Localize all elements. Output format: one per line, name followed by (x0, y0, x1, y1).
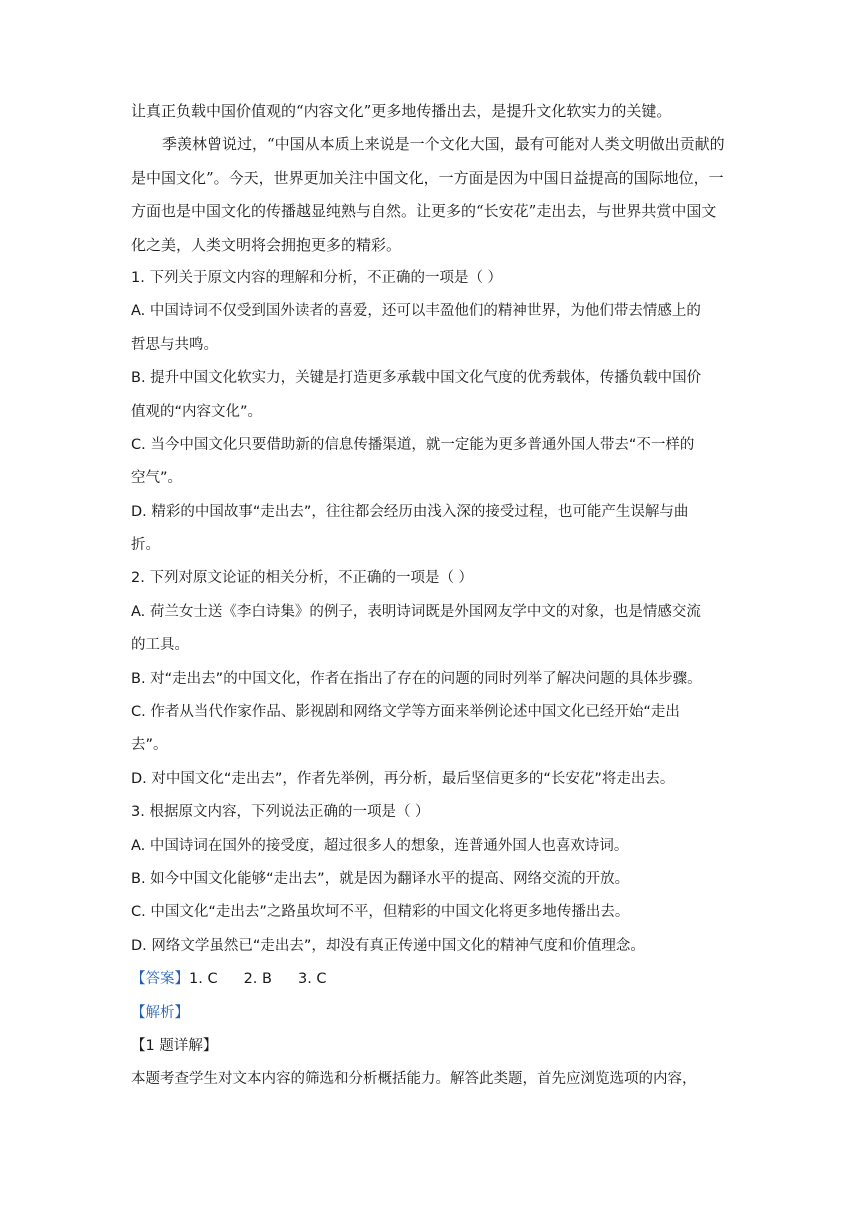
option-b: B. 如今中国文化能够“走出去”，就是因为翻译水平的提高、网络交流的开放。 (131, 870, 630, 887)
question-stem: 2. 下列对原文论证的相关分析，不正确的一项是（ ） (131, 570, 474, 587)
option-d: D. 精彩的中国故事“走出去”，往往都会经历由浅入深的接受过程，也可能产生误解与曲 (131, 503, 689, 520)
passage-line: 季羡林曾说过，“中国从本质上来说是一个文化大国，最有可能对人类文明做出贡献的 (162, 135, 725, 154)
analysis-q1-heading: 【1 题详解】 (131, 1037, 218, 1054)
option-d: D. 对中国文化“走出去”，作者先举例，再分析，最后坚信更多的“长安花”将走出去。 (131, 770, 675, 787)
passage-paragraph-1: 让真正负载中国价值观的“内容文化”更多地传播出去，是提升文化软实力的关键。 (131, 102, 672, 120)
option-c-cont: 空气”。 (131, 470, 183, 487)
question-stem: 3. 根据原文内容，下列说法正确的一项是（ ） (131, 804, 430, 821)
document-page (131, 101, 731, 1103)
option-a: A. 荷兰女士送《李白诗集》的例子，表明诗词既是外国网友学中文的对象，也是情感交流 (131, 603, 701, 620)
question-3 (131, 802, 731, 956)
option-a: A. 中国诗词在国外的接受度，超过很多人的想象，连普通外国人也喜欢诗词。 (131, 837, 629, 854)
option-b-cont: 值观的“内容文化”。 (131, 403, 263, 420)
answer-label: 【答案】 (131, 971, 189, 988)
option-c: C. 作者从当代作家作品、影视剧和网络文学等方面来举例论述中国文化已经开始“走出 (131, 704, 680, 721)
option-b: B. 提升中国文化软实力，关键是打造更多承载中国文化气度的优秀载体，传播负载中国价 (131, 370, 702, 387)
analysis-label: 【解析】 (131, 1004, 189, 1021)
analysis-q1-text: 本题考查学生对文本内容的筛选和分析概括能力。解答此类题，首先应浏览选项的内容， (131, 1071, 697, 1088)
answer-1: 1. C (189, 971, 218, 988)
option-c-cont: 去”。 (131, 737, 168, 754)
passage-paragraph-2 (131, 134, 731, 254)
option-b: B. 对“走出去”的中国文化，作者在指出了存在的问题的同时列举了解决问题的具体步骤。 (131, 670, 702, 687)
answer-2: 2. B (243, 971, 272, 988)
option-d: D. 网络文学虽然已“走出去”，却没有真正传递中国文化的精神气度和价值理念。 (131, 937, 645, 954)
passage-line: 方面也是中国文化的传播越显纯熟与自然。让更多的“长安花”走出去，与世界共赏中国文 (131, 202, 717, 221)
question-1 (131, 268, 731, 555)
answer-3: 3. C (297, 971, 327, 988)
passage-line: 是中国文化”。今天，世界更加关注中国文化，一方面是因为中国日益提高的国际地位，一 (131, 168, 724, 187)
option-a-cont: 的工具。 (131, 637, 189, 654)
answer-line (131, 969, 731, 989)
option-c: C. 中国文化“走出去”之路虽坎坷不平，但精彩的中国文化将更多地传播出去。 (131, 904, 630, 921)
passage-line: 化之美，人类文明将会拥抱更多的精彩。 (131, 235, 402, 254)
question-stem: 1. 下列关于原文内容的理解和分析，不正确的一项是（ ） (131, 269, 503, 286)
option-a-cont: 哲思与共鸣。 (131, 336, 218, 353)
question-2 (131, 568, 731, 788)
option-c: C. 当今中国文化只要借助新的信息传播渠道，就一定能为更多普通外国人带去“不一样的 (131, 436, 695, 453)
option-d-cont: 折。 (131, 537, 160, 554)
option-a: A. 中国诗词不仅受到国外读者的喜爱，还可以丰盈他们的精神世界，为他们带去情感上的 (131, 303, 701, 320)
